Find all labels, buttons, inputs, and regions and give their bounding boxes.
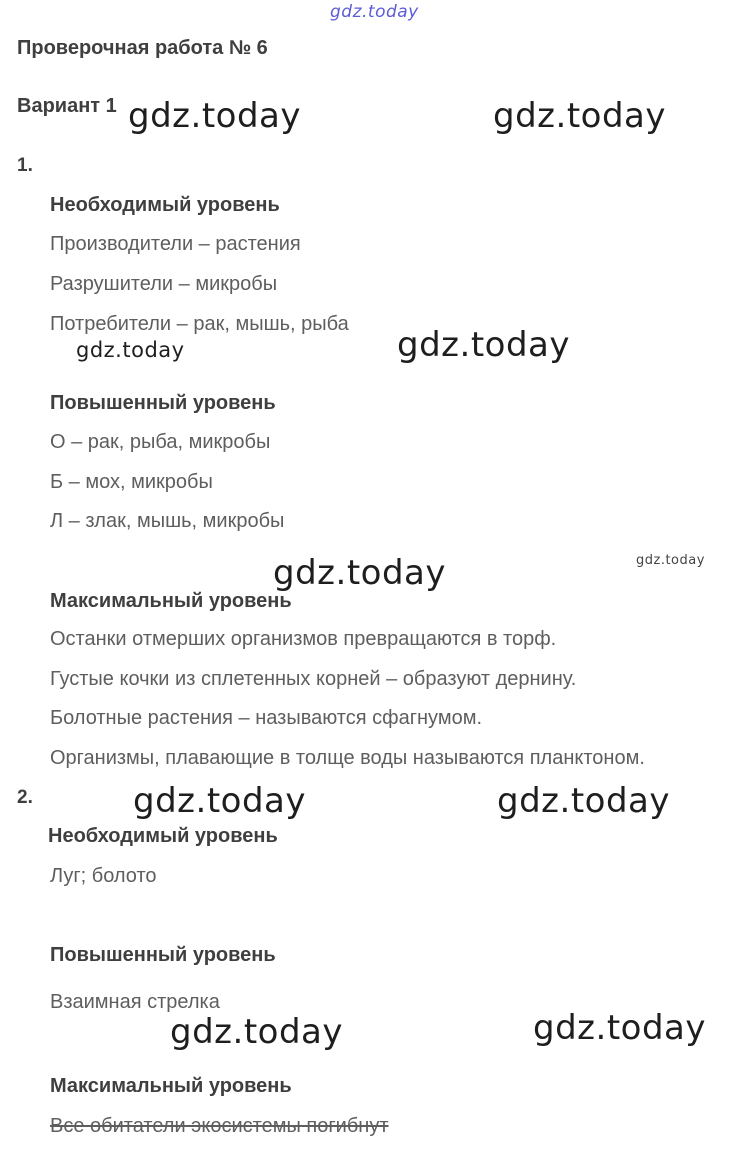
answer-line: Густые кочки из сплетенных корней – образуют дернину. [50,668,577,690]
answer-line: Производители – растения [50,233,301,255]
watermark: gdz.today [170,1012,343,1052]
watermark: gdz.today [397,325,570,365]
answer-line: Потребители – рак, мышь, рыба [50,313,349,335]
variant-label: Вариант 1 [17,95,117,117]
answer-line: Разрушители – микробы [50,273,278,295]
task-number: 2. [17,787,33,808]
answer-line: Взаимная стрелка [50,991,220,1013]
answer-line: Болотные растения – называются сфагнумом. [50,707,483,729]
watermark: gdz.today [76,338,185,362]
watermark: gdz.today [497,781,670,821]
task-number: 1. [17,155,33,176]
watermark: gdz.today [493,96,666,136]
answer-line: Л – злак, мышь, микробы [50,510,285,532]
watermark: gdz.today [533,1008,706,1048]
answer-line: Луг; болото [50,865,157,887]
level-heading: Необходимый уровень [48,825,278,847]
level-heading: Максимальный уровень [50,590,292,612]
answer-line-struck: Все обитатели экосистемы погибнут [50,1115,389,1137]
watermark: gdz.today [133,781,306,821]
level-heading: Повышенный уровень [50,392,276,414]
answer-line: Организмы, плавающие в толще воды называются планктоном. [50,747,645,769]
watermark: gdz.today [330,2,419,22]
watermark: gdz.today [273,553,446,593]
answer-line: Б – мох, микробы [50,471,213,493]
watermark: gdz.today [128,96,301,136]
level-heading: Повышенный уровень [50,944,276,966]
watermark: gdz.today [636,553,705,568]
page-title: Проверочная работа № 6 [17,37,268,59]
level-heading: Максимальный уровень [50,1075,292,1097]
answer-line: О – рак, рыба, микробы [50,431,271,453]
level-heading: Необходимый уровень [50,194,280,216]
answer-line: Останки отмерших организмов превращаются в торф. [50,628,557,650]
